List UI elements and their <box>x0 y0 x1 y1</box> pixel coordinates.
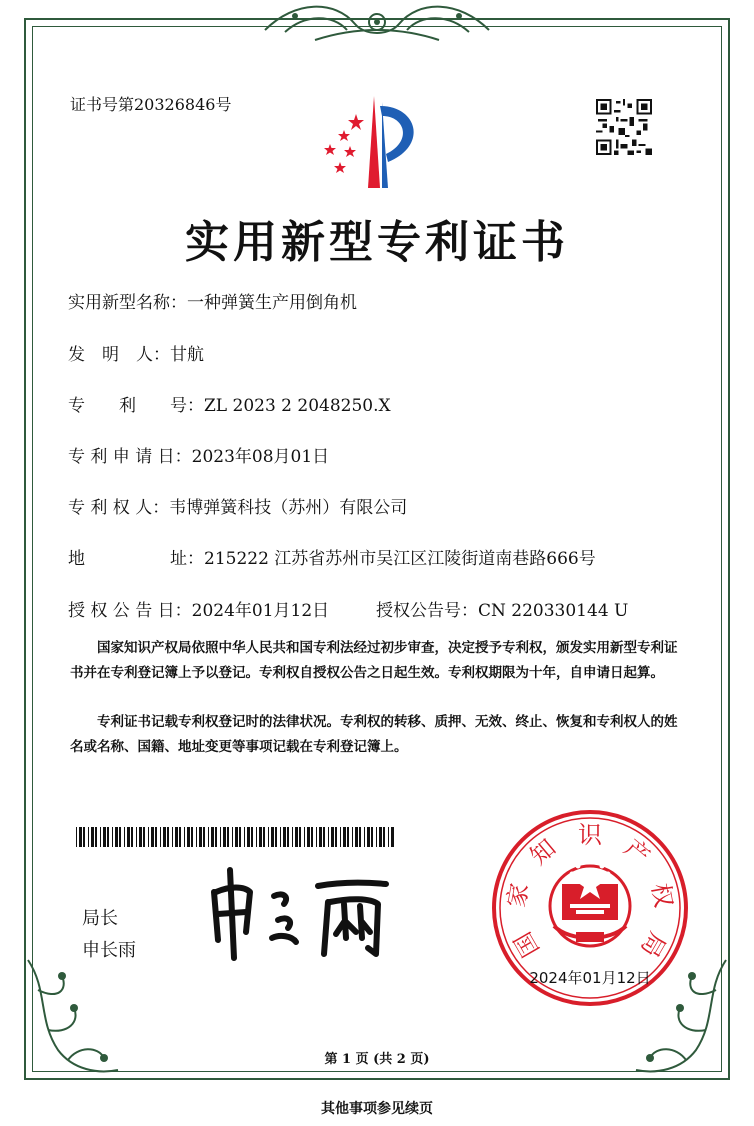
field-label: 发 明 人 <box>68 345 153 365</box>
barcode-bar <box>331 827 334 847</box>
barcode-bar <box>115 827 118 847</box>
barcode-bar <box>184 827 185 847</box>
barcode-bar <box>355 827 358 847</box>
field-value: 2024年01月12日 <box>191 601 330 621</box>
seal-character: 识 <box>578 821 602 849</box>
barcode-bar <box>359 827 361 847</box>
barcode-bar <box>328 827 329 847</box>
seal-character: 知 <box>524 833 562 871</box>
field-inventor <box>68 340 204 365</box>
barcode-bar <box>304 827 305 847</box>
field-value: 一种弹簧生产用倒角机 <box>187 293 357 313</box>
field-separator: ： <box>187 549 204 569</box>
field-value: CN 220330144 U <box>478 601 629 621</box>
barcode-bar <box>251 827 253 847</box>
paragraph-grant-statement: 国家知识产权局依照中华人民共和国专利法经过初步审查，决定授予专利权，颁发实用新型专利证书并在专利登记簿上予以登记。专利权自授权公告之日起生效。专利权期限为十年，自申请日起算。 <box>70 640 678 681</box>
barcode-bar <box>163 827 166 847</box>
field-value: 韦博弹簧科技（苏州）有限公司 <box>169 498 408 518</box>
cnipa-logo <box>318 92 438 192</box>
barcode-bar <box>256 827 257 847</box>
field-label: 专 利 权 人 <box>68 498 153 518</box>
field-address <box>68 544 596 569</box>
field-label: 专 利 号 <box>68 396 187 416</box>
barcode-bar <box>95 827 97 847</box>
field-value: 215222 江苏省苏州市吴江区江陵街道南巷路666号 <box>204 549 596 569</box>
field-label: 专 利 申 请 日 <box>68 447 175 467</box>
field-label: 实用新型名称 <box>68 293 170 313</box>
barcode-bar <box>367 827 370 847</box>
page-number: 第 1 页 (共 2 页) <box>324 1052 430 1067</box>
barcode-bar <box>124 827 125 847</box>
barcode-bar <box>379 827 382 847</box>
seal-character: 国 <box>508 927 545 962</box>
field-patent-number <box>68 391 391 416</box>
barcode-bar <box>319 827 322 847</box>
field-filing-date <box>68 442 329 467</box>
barcode-bar <box>388 827 389 847</box>
field-separator: ： <box>153 345 170 365</box>
barcode-bar <box>271 827 274 847</box>
barcode-bar <box>112 827 113 847</box>
qr-code <box>596 99 652 155</box>
barcode-bar <box>287 827 289 847</box>
barcode-bar <box>352 827 353 847</box>
barcode-bar <box>307 827 310 847</box>
barcode-bar <box>131 827 133 847</box>
barcode-bar <box>376 827 377 847</box>
field-separator: ： <box>170 293 187 313</box>
barcode-bar <box>343 827 346 847</box>
field-separator: ： <box>174 447 192 467</box>
barcode <box>76 827 396 847</box>
barcode-bar <box>239 827 241 847</box>
barcode-bar <box>227 827 229 847</box>
barcode-bar <box>83 827 85 847</box>
barcode-bar <box>232 827 233 847</box>
barcode-bar <box>283 827 286 847</box>
field-separator: ： <box>152 498 170 518</box>
barcode-bar <box>191 827 193 847</box>
barcode-bar <box>199 827 202 847</box>
barcode-bar <box>292 827 293 847</box>
field-separator: ： <box>187 396 204 416</box>
barcode-bar <box>79 827 82 847</box>
signatory-name: 申长雨 <box>82 940 136 961</box>
barcode-bar <box>179 827 181 847</box>
barcode-bar <box>311 827 313 847</box>
seal-date: 2024年01月12日 <box>529 969 651 987</box>
director-signature <box>200 862 400 962</box>
barcode-bar <box>340 827 341 847</box>
field-separator: ： <box>174 601 192 621</box>
barcode-bar <box>175 827 178 847</box>
barcode-bar <box>196 827 197 847</box>
barcode-bar <box>203 827 205 847</box>
barcode-bar <box>208 827 209 847</box>
barcode-bar <box>107 827 109 847</box>
barcode-bar <box>383 827 385 847</box>
barcode-bar <box>299 827 301 847</box>
barcode-bar <box>155 827 157 847</box>
top-ornament <box>255 0 499 48</box>
certificate-number: 证书号第20326846号 <box>70 95 232 114</box>
barcode-bar <box>335 827 337 847</box>
field-value: 2023年08月01日 <box>191 447 330 467</box>
barcode-bar <box>172 827 173 847</box>
seal-character: 权 <box>646 881 678 910</box>
barcode-bar <box>280 827 281 847</box>
barcode-bar <box>215 827 217 847</box>
field-value: 甘航 <box>170 345 204 365</box>
barcode-bar <box>275 827 277 847</box>
barcode-bar <box>323 827 325 847</box>
certificate-title: 实用新型专利证书 <box>185 217 569 268</box>
barcode-bar <box>167 827 169 847</box>
barcode-bar <box>88 827 89 847</box>
barcode-bar <box>91 827 94 847</box>
seal-character: 家 <box>502 881 534 910</box>
field-patentee <box>68 493 407 518</box>
field-label: 授权公告号 <box>376 601 461 621</box>
barcode-bar <box>103 827 106 847</box>
field-value: ZL 2023 2 2048250.X <box>204 396 391 416</box>
barcode-bar <box>160 827 161 847</box>
barcode-bar <box>295 827 298 847</box>
field-grant-number <box>376 596 628 621</box>
barcode-bar <box>391 827 394 847</box>
barcode-bar <box>220 827 221 847</box>
field-label: 授 权 公 告 日 <box>68 601 175 621</box>
barcode-bar <box>151 827 154 847</box>
field-label: 地 址 <box>68 549 187 569</box>
seal-character: 局 <box>635 927 672 962</box>
field-separator: ： <box>461 601 478 621</box>
barcode-bar <box>136 827 137 847</box>
barcode-bar <box>148 827 149 847</box>
barcode-bar <box>223 827 226 847</box>
barcode-bar <box>244 827 245 847</box>
signatory-title: 局长 <box>82 908 118 929</box>
barcode-bar <box>347 827 349 847</box>
barcode-bar <box>100 827 101 847</box>
barcode-bar <box>259 827 262 847</box>
barcode-bar <box>316 827 317 847</box>
barcode-bar <box>235 827 238 847</box>
field-utility-name <box>68 288 357 313</box>
barcode-bar <box>143 827 145 847</box>
barcode-bar <box>187 827 190 847</box>
barcode-bar <box>371 827 373 847</box>
barcode-bar <box>76 827 77 847</box>
barcode-bar <box>364 827 365 847</box>
barcode-bar <box>119 827 121 847</box>
paragraph-legal-status: 专利证书记载专利权登记时的法律状况。专利权的转移、质押、无效、终止、恢复和专利权人的姓名或名称、国籍、地址变更等事项记载在专利登记簿上。 <box>70 714 678 755</box>
continued-note: 其他事项参见续页 <box>321 1101 433 1117</box>
seal-character: 产 <box>618 833 656 871</box>
barcode-bar <box>268 827 269 847</box>
field-grant-date <box>68 596 329 621</box>
barcode-bar <box>127 827 130 847</box>
barcode-bar <box>247 827 250 847</box>
barcode-bar <box>211 827 214 847</box>
barcode-bar <box>263 827 265 847</box>
barcode-bar <box>139 827 142 847</box>
